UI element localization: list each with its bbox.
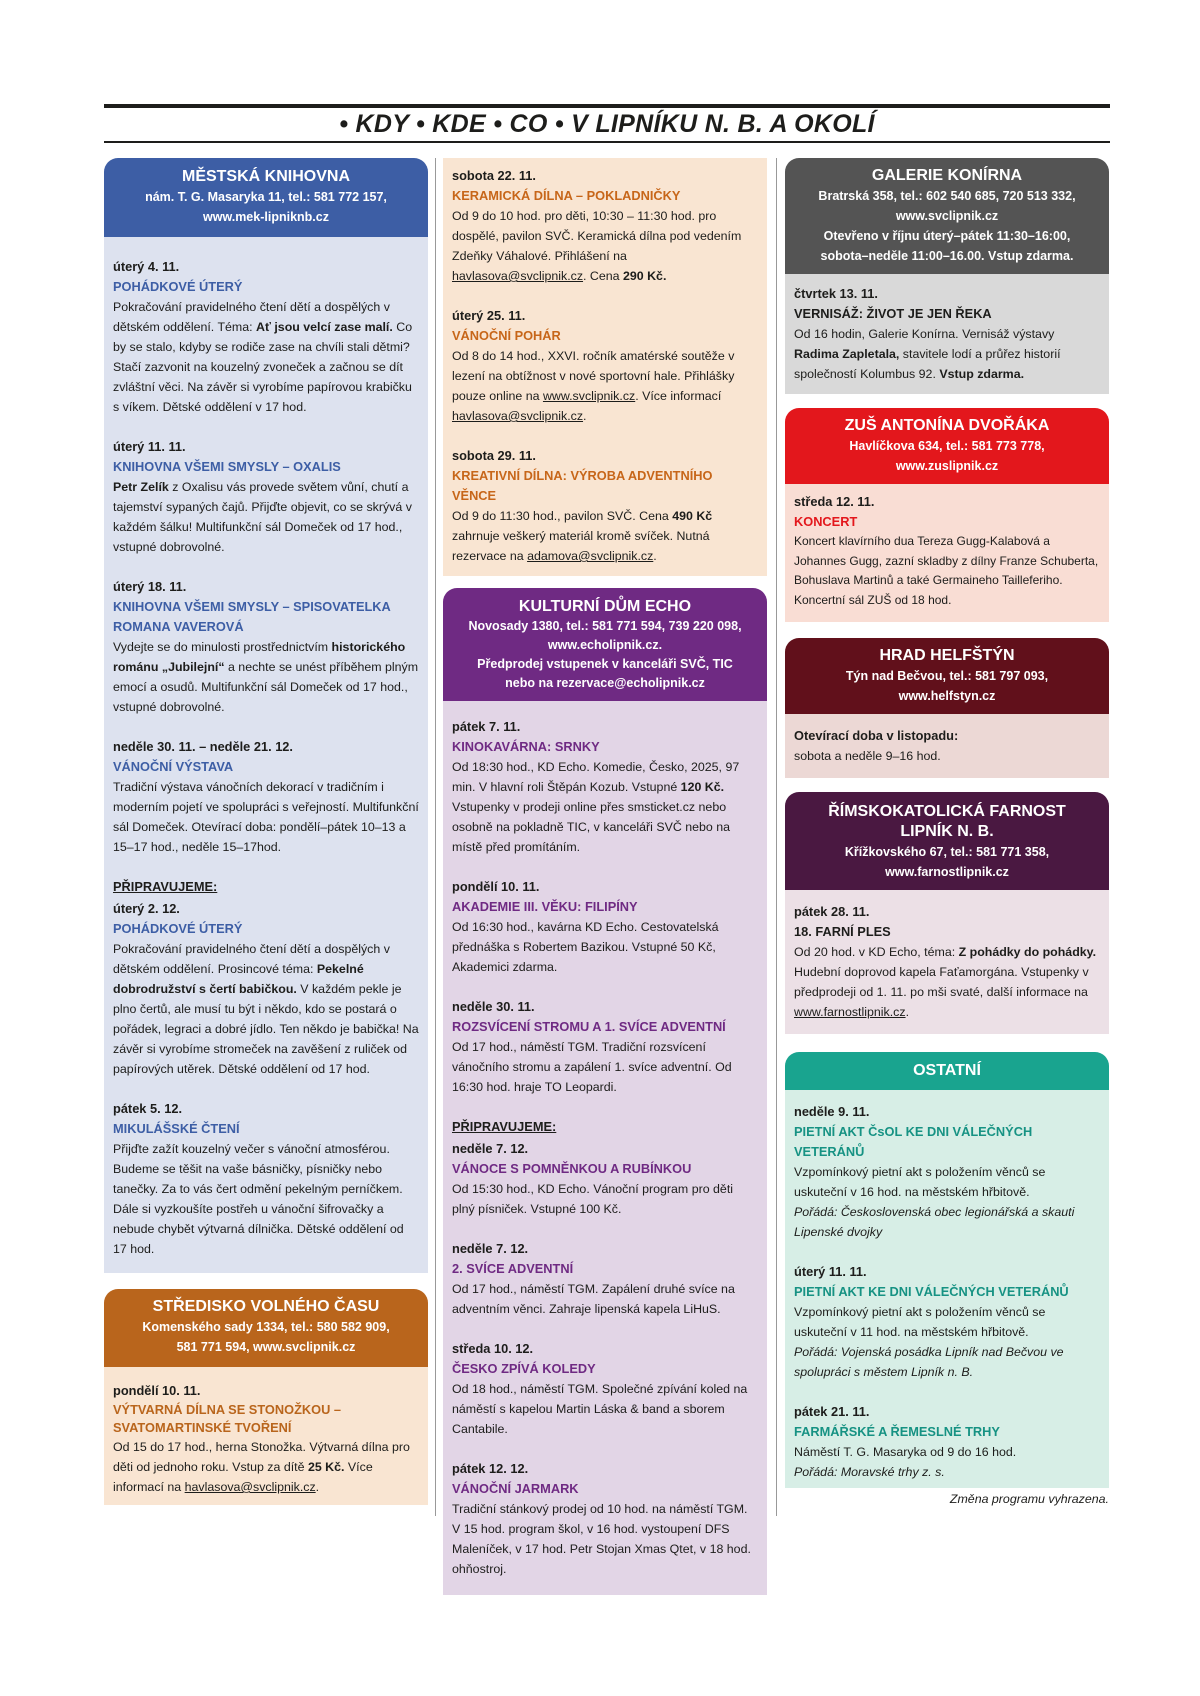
web-link[interactable]: www.svclipnik.cz (542, 389, 636, 403)
event-date: úterý 2. 12. (113, 901, 180, 916)
event-title: POHÁDKOVÉ ÚTERÝ (113, 921, 243, 936)
event-text (452, 757, 758, 857)
section-address: Komenského sady 1334, tel.: 580 582 909, (142, 1320, 390, 1334)
event-title: KERAMICKÁ DÍLNA – POKLADNIČKY (452, 188, 681, 203)
event-title: 2. SVÍCE ADVENTNÍ (452, 1261, 574, 1276)
section-header (104, 1289, 428, 1367)
text-part: V každém pekle je plno čertů, ale musí tu být i někdo, kdo se postará o pořádek, legraci a dobré jídlo. Ten někdo je babička! Na závěr si vyrobíme stromeček na zavěšení z ruliček od papírových utěrek. Dětské oddělení od 17 hod. (113, 982, 419, 1076)
section-address: Křížkovského 67, tel.: 581 771 358, (844, 845, 1050, 859)
text-bold: Vstup zdarma. (939, 367, 1025, 381)
event-date: úterý 4. 11. (113, 259, 180, 274)
event-text: Od 15:30 hod., KD Echo. Vánoční program pro děti plný písniček. Vstupné 100 Kč. (452, 1182, 734, 1216)
event-text: Od 17 hod., náměstí TGM. Zapálení druhé svíce na adventním věnci. Zahraje lipenská kapela LiHuS. (452, 1282, 735, 1316)
text-bold: 490 Kč (672, 509, 713, 523)
event-organizer: Pořádá: Vojenská posádka Lipník nad Bečvou ve spolupráci s městem Lipník n. B. (794, 1345, 1064, 1379)
event-date: úterý 11. 11. (113, 439, 186, 454)
section-body (785, 484, 1109, 622)
event-organizer: Pořádá: Československá obec legionářská a skauti Lipenské dvojky (794, 1205, 1075, 1239)
event-organizer: Pořádá: Moravské trhy z. s. (794, 1465, 945, 1479)
text-bold: Pekelné dobrodružství s čertí babičkou. (113, 962, 364, 996)
text-bold: 120 Kč. (680, 780, 725, 794)
text-part: . (905, 1005, 910, 1019)
section-title: ZUŠ ANTONÍNA DVOŘÁKA (844, 417, 1050, 434)
event-title: KNIHOVNA VŠEMI SMYSLY – SPISOVATELKA ROMANA VAVEROVÁ (113, 599, 391, 634)
text-part: a nechte se unést příběhem plným emocí a osudů. Multifunkční sál Domeček od 17 hod., vstupné dobrovolné. (113, 660, 419, 714)
email-link[interactable]: adamova@svclipnik.cz (527, 549, 654, 563)
page-title: • KDY • KDE • CO • V LIPNÍKU N. B. A OKOLÍ (339, 110, 875, 138)
section-body (785, 1090, 1109, 1488)
event-title: PIETNÍ AKT KE DNI VÁLEČNÝCH VETERÁNŮ (794, 1284, 1069, 1299)
event-date: neděle 30. 11. (452, 999, 535, 1014)
event-title: KNIHOVNA VŠEMI SMYSLY – OXALIS (113, 459, 341, 474)
section-web[interactable]: www.farnostlipnik.cz (885, 865, 1009, 879)
event-text: Od 17 hod., náměstí TGM. Tradiční rozsvícení vánočního stromu a zapálení 1. svíce adventní. Od 16:30 hod. hraje TO Leopardi. (452, 1040, 732, 1094)
header-rule-bottom (104, 141, 1110, 143)
event-title: VERNISÁŽ: ŽIVOT JE JEN ŘEKA (794, 306, 992, 321)
section-title: STŘEDISKO VOLNÉHO ČASU (152, 1298, 380, 1315)
event-date: neděle 7. 12. (452, 1141, 529, 1156)
event-text (113, 477, 419, 557)
event-date: neděle 7. 12. (452, 1241, 529, 1256)
opening-label: Otevírací doba v listopadu: (794, 728, 959, 743)
section-title-2: LIPNÍK N. B. (900, 823, 994, 840)
event (452, 1139, 758, 1219)
section-body (104, 1367, 428, 1505)
section-header (785, 792, 1109, 890)
upcoming-heading: PŘIPRAVUJEME: (452, 1119, 557, 1134)
section-title: MĚSTSKÁ KNIHOVNA (181, 168, 350, 185)
section-body (785, 714, 1109, 778)
section-address: Havlíčkova 634, tel.: 581 773 778, (849, 439, 1045, 453)
text-part: Hudební doprovod kapela Faťamorgána. Vstupenky v předprodeji od 1. 11. po mši svaté, další informace na (794, 965, 1089, 999)
event (794, 284, 1100, 384)
event-title: 18. FARNÍ PLES (794, 924, 891, 939)
section-presale: Předprodej vstupenek v kanceláři SVČ, TIC (477, 657, 733, 671)
text-part: Od 18:30 hod., KD Echo. Komedie, Česko, 2025, 97 min. V hlavní roli Štěpán Kozub. Vstupné (452, 760, 740, 794)
section-address: Týn nad Bečvou, tel.: 581 797 093, (845, 669, 1049, 683)
section-opening: sobota–neděle 11:00–16.00. Vstup zdarma. (820, 249, 1074, 263)
text-part: Od 20 hod. v KD Echo, téma: (794, 945, 959, 959)
section-body (785, 274, 1109, 394)
section-web[interactable]: www.helfstyn.cz (898, 689, 996, 703)
event-title: ČESKO ZPÍVÁ KOLEDY (452, 1361, 596, 1376)
event-title: PIETNÍ AKT ČsOL KE DNI VÁLEČNÝCH VETERÁNŮ (794, 1124, 1033, 1159)
event-title: ROZSVÍCENÍ STROMU A 1. SVÍCE ADVENTNÍ (452, 1019, 726, 1034)
event-text: Od 18 hod., náměstí TGM. Společné zpívání koled na náměstí s kapelou Martin Láska & band a sborem Cantabile. (452, 1382, 748, 1436)
event-text: Tradiční výstava vánočních dekorací v tradičním i moderním pojetí ve spolupráci s veřejností. Multifunkční sál Domeček. Otevírací doba: pondělí–pátek 10–13 a 15–17 hod., neděle 15–17hod. (113, 780, 419, 854)
event-title: FARMÁŘSKÉ A ŘEMESLNÉ TRHY (794, 1424, 1000, 1439)
text-part: Od 15 do 17 hod., herna Stonožka. Výtvarná dílna pro děti od jednoho roku. Vstup za dítě (113, 1440, 410, 1474)
event-date: sobota 22. 11. (452, 168, 536, 183)
text-bold: historického románu „Jubilejní“ (113, 640, 406, 674)
section-web[interactable]: www.zuslipnik.cz (895, 459, 999, 473)
section-title: OSTATNÍ (913, 1062, 981, 1079)
section-konirna (785, 158, 1109, 394)
event-text (113, 939, 419, 1079)
column-middle (443, 158, 767, 1595)
event (452, 306, 758, 426)
text-part: . (315, 1480, 320, 1494)
event-date: pátek 12. 12. (452, 1461, 529, 1476)
text-bold: 290 Kč. (622, 269, 667, 283)
email-link[interactable]: havlasova@svclipnik.cz (184, 1480, 316, 1494)
event-date: středa 10. 12. (452, 1341, 534, 1356)
header-rule-top (104, 104, 1110, 108)
event (113, 899, 419, 1079)
event-date: pátek 28. 11. (794, 904, 870, 919)
section-title: HRAD HELFŠTÝN (879, 647, 1015, 664)
section-ostatni (785, 1052, 1109, 1488)
section-title: ŘÍMSKOKATOLICKÁ FARNOST (828, 803, 1066, 820)
text-part: Vstupenky v prodeji online přes smsticket.cz nebo osobně na pokladně TIC, v kanceláři SVČ nebo na místě před promítáním. (452, 800, 731, 854)
event-title: AKADEMIE III. VĚKU: FILIPÍNY (452, 899, 638, 914)
section-farnost (785, 792, 1109, 1034)
event-date: úterý 11. 11. (794, 1264, 867, 1279)
event-title: MIKULÁŠSKÉ ČTENÍ (113, 1121, 240, 1136)
text-part: stavitele lodí a průřez historií společností Kolumbus 92. (794, 347, 1061, 381)
event (452, 1339, 758, 1439)
event-title: KINOKAVÁRNA: SRNKY (452, 739, 600, 754)
event-date: pondělí 10. 11. (113, 1383, 201, 1398)
event-date: pátek 21. 11. (794, 1404, 870, 1419)
event (794, 902, 1100, 1022)
section-body (104, 237, 428, 1273)
section-web[interactable]: www.mek-lipniknb.cz (203, 210, 329, 224)
text-bold: Petr Zelík (113, 480, 169, 494)
event (113, 577, 419, 717)
section-zus (785, 408, 1109, 622)
section-address: Bratrská 358, tel.: 602 540 685, 720 513 332, (818, 189, 1076, 203)
event-text (452, 346, 758, 426)
section-body (443, 158, 767, 576)
program-change-note: Změna programu vyhrazena. (949, 1492, 1109, 1506)
web-link[interactable]: www.farnostlipnik.cz (794, 1005, 906, 1019)
text-bold: Radima Zapletala, (794, 347, 900, 361)
text-part: Od 16 hodin, Galerie Konírna. Vernisáž výstavy (794, 327, 1055, 341)
event-date: úterý 18. 11. (113, 579, 187, 594)
event (113, 1099, 419, 1259)
text-bold: 25 Kč. (307, 1460, 345, 1474)
event-text (113, 1437, 419, 1497)
text-part: Co by se stalo, kdyby se rodiče zase na chvíli stali dětmi? Stačí zazvonit na kouzelný zvoneček a začnou se dít zvláštní věci. Na závěr si vyrobíme papírovou krabičku s víkem. Dětské oddělení v 17 hod. (113, 320, 413, 414)
section-web[interactable]: www.echolipnik.cz. (547, 638, 663, 652)
text-part: Pokračování pravidelného čtení dětí a dospělých v dětském oddělení. Prosincové téma: (113, 942, 390, 976)
event (113, 257, 419, 417)
opening-hours (794, 726, 1100, 766)
event-text: Od 16:30 hod., kavárna KD Echo. Cestovatelská přednáška s Robertem Bazikou. Vstupné 50 Kč, Akademici zdarma. (452, 920, 719, 974)
event-date: čtvrtek 13. 11. (794, 286, 878, 301)
section-header (785, 408, 1109, 484)
event-title: VÝTVARNÁ DÍLNA SE STONOŽKOU – SVATOMARTINSKÉ TVOŘENÍ (113, 1402, 341, 1435)
event (794, 1402, 1100, 1482)
event (794, 1262, 1100, 1382)
event-text (452, 506, 758, 566)
text-part: zahrnuje veškerý materiál kromě svíček. Nutná rezervace na (452, 529, 710, 563)
event-date: pátek 7. 11. (452, 719, 521, 734)
event-text (452, 206, 758, 286)
event-title: VÁNOCE S POMNĚNKOU A RUBÍNKOU (452, 1161, 692, 1176)
text-part: Od 9 do 10 hod. pro děti, 10:30 – 11:30 hod. pro dospělé, pavilon SVČ. Keramická dílna pod vedením Zdeňky Váhalové. Přihlášení na (452, 209, 742, 263)
section-helfstyn (785, 638, 1109, 778)
event-title: KREATIVNÍ DÍLNA: VÝROBA ADVENTNÍHO VĚNCE (452, 468, 713, 503)
event-title: VÁNOČNÍ POHÁR (452, 328, 561, 343)
section-header (104, 158, 428, 237)
section-address: nám. T. G. Masaryka 11, tel.: 581 772 157, (145, 190, 387, 204)
section-opening: Otevřeno v říjnu úterý–pátek 11:30–16:00, (823, 229, 1071, 243)
section-title: GALERIE KONÍRNA (871, 167, 1023, 184)
event (452, 446, 758, 566)
event-text (113, 297, 419, 417)
event-text (794, 942, 1100, 1022)
opening-text: sobota a neděle 9–16 hod. (794, 749, 941, 763)
event (452, 997, 758, 1097)
event-title: POHÁDKOVÉ ÚTERÝ (113, 279, 243, 294)
column-right (785, 158, 1109, 1506)
section-body (785, 890, 1109, 1034)
event-date: sobota 29. 11. (452, 448, 536, 463)
column-left (104, 158, 428, 1505)
section-address: Novosady 1380, tel.: 581 771 594, 739 220 098, (468, 619, 742, 633)
text-part: Od 9 do 11:30 hod., pavilon SVČ. Cena (452, 509, 673, 523)
section-svc-continued (443, 158, 767, 576)
column-divider-2 (776, 158, 777, 1516)
section-header (785, 1052, 1109, 1090)
event-text: Tradiční stánkový prodej od 10 hod. na náměstí TGM. V 15 hod. program škol, v 16 hod. vystoupení DFS Maleníček, v 17 hod. Petr Stojan Xmas Qtet, v 18 hod. ohňostroj. (452, 1502, 751, 1576)
section-svc (104, 1289, 428, 1505)
text-part: Vydejte se do minulosti prostřednictvím (113, 640, 332, 654)
section-header (785, 638, 1109, 714)
event-text: Koncert klavírního dua Tereza Gugg-Kalabová a Johannes Gugg, zazní skladby z dílny Franze Schuberta, Bohuslava Martinů a také Germaineho Tailleferiho. Koncertní sál ZUŠ od 18 hod. (794, 534, 1099, 607)
event-text (794, 324, 1100, 384)
event-text: Vzpomínkový pietní akt s položením věnců se uskuteční v 16 hod. na městském hřbitově. (794, 1165, 1046, 1199)
text-part: . Více informací (635, 389, 722, 403)
event-title: VÁNOČNÍ VÝSTAVA (113, 759, 234, 774)
section-header (785, 158, 1109, 274)
event (452, 166, 758, 286)
text-part: . (583, 409, 587, 423)
text-bold: Ať jsou velcí zase malí. (256, 320, 393, 334)
event (452, 1459, 758, 1579)
event-date: neděle 9. 11. (794, 1104, 870, 1119)
event (113, 437, 419, 557)
text-part: z Oxalisu vás provede světem vůní, chutí a tajemství sypaných čajů. Přijďte objevit, co se skrývá v každém šálku! Multifunkční sál Domeček od 17 hod., vstupné dobrovolné. (113, 480, 412, 554)
text-bold: Z pohádky do pohádky. (958, 945, 1097, 959)
event (794, 492, 1100, 610)
event-text: Vzpomínkový pietní akt s položením věnců se uskuteční v 11 hod. na městském hřbitově. (794, 1305, 1046, 1339)
section-header (443, 588, 767, 701)
event-date: úterý 25. 11. (452, 308, 526, 323)
section-echo (443, 588, 767, 1595)
text-part: . Cena (583, 269, 623, 283)
event-title: KONCERT (794, 514, 858, 529)
event-text: Náměstí T. G. Masaryka od 9 do 16 hod. (794, 1445, 1017, 1459)
text-part: Více informací na (113, 1460, 373, 1494)
upcoming-heading: PŘIPRAVUJEME: (113, 879, 218, 894)
section-web[interactable]: 581 771 594, www.svclipnik.cz (176, 1340, 356, 1354)
event (113, 737, 419, 857)
event (452, 1239, 758, 1319)
event-date: pondělí 10. 11. (452, 879, 540, 894)
event (113, 1381, 419, 1497)
email-link[interactable]: havlasova@svclipnik.cz (452, 409, 584, 423)
email-link[interactable]: havlasova@svclipnik.cz (452, 269, 584, 283)
event-date: pátek 5. 12. (113, 1101, 183, 1116)
event-text (113, 637, 419, 717)
event-date: středa 12. 11. (794, 494, 875, 509)
text-part: Pokračování pravidelného čtení dětí a dospělých v dětském oddělení. Téma: (113, 300, 390, 334)
event (452, 877, 758, 977)
section-presale-email: nebo na rezervace@echolipnik.cz (505, 676, 705, 690)
event-date: neděle 30. 11. – neděle 21. 12. (113, 739, 293, 754)
section-web[interactable]: www.svclipnik.cz (895, 209, 999, 223)
section-body (443, 701, 767, 1595)
section-knihovna (104, 158, 428, 1273)
event (452, 717, 758, 857)
event-title: VÁNOČNÍ JARMARK (452, 1481, 579, 1496)
event-text: Přijďte zažít kouzelný večer s vánoční atmosférou. Budeme se těšit na vaše básničky, písničky nebo tanečky. Za to vás čert odmění pekelným perníčkem. Dále si vyzkoušíte postřeh u vánoční šifrovačky a nebude chybět výtvarná dílnička. Dětské oddělení od 17 hod. (113, 1142, 404, 1256)
column-divider-1 (435, 158, 436, 1516)
text-part: Od 8 do 14 hod., XXVI. ročník amatérské soutěže v lezení na obtížnost v nové sportovní hale. Přihlášky pouze online na (452, 349, 735, 403)
section-title: KULTURNÍ DŮM ECHO (518, 598, 692, 615)
text-part: . (653, 549, 657, 563)
event (794, 1102, 1100, 1242)
